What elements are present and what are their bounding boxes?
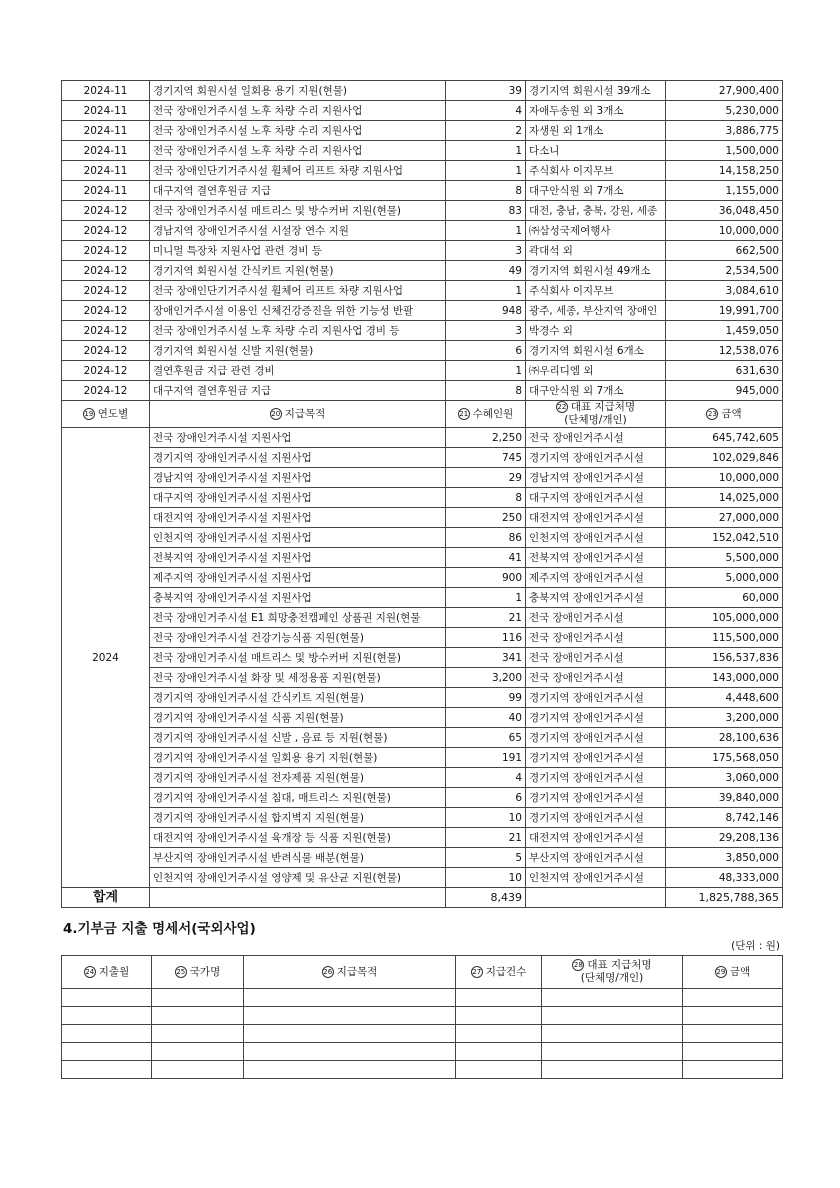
row-recipient: 제주지역 장애인거주시설 <box>526 568 666 588</box>
row-purpose: 대구지역 장애인거주시설 지원사업 <box>150 488 446 508</box>
row-count: 5 <box>446 848 526 868</box>
empty-cell <box>244 989 456 1007</box>
row-amount: 10,000,000 <box>666 221 783 241</box>
row-purpose: 경기지역 장애인거주시설 합지벽지 지원(현물) <box>150 808 446 828</box>
row-purpose: 경기지역 장애인거주시설 전자제품 지원(현물) <box>150 768 446 788</box>
row-purpose: 경기지역 장애인거주시설 간식키트 지원(현물) <box>150 688 446 708</box>
row-recipient: 전국 장애인거주시설 <box>526 608 666 628</box>
empty-cell <box>456 1025 542 1043</box>
total-amount: 1,825,788,365 <box>666 888 783 908</box>
row-purpose: 결연후원금 지급 관련 경비 <box>150 361 446 381</box>
empty-cell <box>152 1061 244 1079</box>
row-recipient: 인천지역 장애인거주시설 <box>526 868 666 888</box>
row-purpose: 경기지역 회원시설 신발 지원(현물) <box>150 341 446 361</box>
empty-cell <box>244 1025 456 1043</box>
row-purpose: 미니멀 특장차 지원사업 관련 경비 등 <box>150 241 446 261</box>
row-amount: 3,886,775 <box>666 121 783 141</box>
row-amount: 48,333,000 <box>666 868 783 888</box>
circled-number: 23 <box>707 409 717 418</box>
row-purpose: 전국 장애인거주시설 E1 희망충전캠페인 상품권 지원(현물 <box>150 608 446 628</box>
row-date: 2024-12 <box>62 241 150 261</box>
row-count: 41 <box>446 548 526 568</box>
row-recipient: 경기지역 장애인거주시설 <box>526 688 666 708</box>
table-row <box>62 488 783 508</box>
table-row <box>62 141 783 161</box>
row-amount: 1,155,000 <box>666 181 783 201</box>
table-row <box>62 508 783 528</box>
empty-cell <box>62 1043 152 1061</box>
row-purpose: 경기지역 장애인거주시설 신발 , 음료 등 지원(현물) <box>150 728 446 748</box>
row-recipient: 주식회사 이지무브 <box>526 281 666 301</box>
table-row <box>62 768 783 788</box>
row-purpose: 전북지역 장애인거주시설 지원사업 <box>150 548 446 568</box>
row-count: 2,250 <box>446 428 526 448</box>
row-count: 6 <box>446 341 526 361</box>
row-count: 99 <box>446 688 526 708</box>
row-purpose: 전국 장애인거주시설 지원사업 <box>150 428 446 448</box>
row-amount: 3,200,000 <box>666 708 783 728</box>
row-date: 2024-11 <box>62 81 150 101</box>
row-date: 2024-12 <box>62 301 150 321</box>
empty-cell <box>152 989 244 1007</box>
row-amount: 39,840,000 <box>666 788 783 808</box>
row-count: 10 <box>446 868 526 888</box>
total-label: 합계 <box>62 888 150 908</box>
row-amount: 2,534,500 <box>666 261 783 281</box>
row-date: 2024-11 <box>62 121 150 141</box>
empty-cell <box>542 1043 683 1061</box>
row-purpose: 전국 장애인거주시설 매트리스 및 방수커버 지원(현물) <box>150 201 446 221</box>
table-row <box>62 381 783 401</box>
row-amount: 14,158,250 <box>666 161 783 181</box>
row-date: 2024-11 <box>62 161 150 181</box>
row-date: 2024-12 <box>62 361 150 381</box>
empty-cell <box>542 1007 683 1025</box>
row-count: 1 <box>446 161 526 181</box>
row-count: 1 <box>446 588 526 608</box>
row-purpose: 제주지역 장애인거주시설 지원사업 <box>150 568 446 588</box>
empty-cell <box>244 1007 456 1025</box>
table-row <box>62 468 783 488</box>
row-amount: 143,000,000 <box>666 668 783 688</box>
empty-row <box>62 1043 783 1061</box>
row-purpose: 경기지역 장애인거주시설 침대, 매트리스 지원(현물) <box>150 788 446 808</box>
row-count: 948 <box>446 301 526 321</box>
row-count: 39 <box>446 81 526 101</box>
row-recipient: 박경수 외 <box>526 321 666 341</box>
row-purpose: 경기지역 장애인거주시설 지원사업 <box>150 448 446 468</box>
empty-cell <box>456 1007 542 1025</box>
row-amount: 3,060,000 <box>666 768 783 788</box>
table-row <box>62 868 783 888</box>
total-count: 8,439 <box>446 888 526 908</box>
row-count: 1 <box>446 281 526 301</box>
amount-header: 23 금액 <box>666 401 783 428</box>
table-row <box>62 668 783 688</box>
row-recipient: 경기지역 회원시설 6개소 <box>526 341 666 361</box>
row-count: 4 <box>446 768 526 788</box>
row-amount: 29,208,136 <box>666 828 783 848</box>
row-recipient: 전국 장애인거주시설 <box>526 648 666 668</box>
circled-number: 24 <box>85 967 95 976</box>
row-amount: 631,630 <box>666 361 783 381</box>
total-row <box>62 888 783 908</box>
row-recipient: 다소니 <box>526 141 666 161</box>
row-recipient: 부산지역 장애인거주시설 <box>526 848 666 868</box>
table-row <box>62 688 783 708</box>
table-row <box>62 241 783 261</box>
foreign-header-row <box>62 956 783 989</box>
circled-number: 19 <box>84 409 94 418</box>
table-row <box>62 848 783 868</box>
row-purpose: 대구지역 결연후원금 지급 <box>150 381 446 401</box>
empty-cell <box>62 989 152 1007</box>
row-recipient: 대전지역 장애인거주시설 <box>526 508 666 528</box>
row-count: 745 <box>446 448 526 468</box>
row-count: 250 <box>446 508 526 528</box>
row-recipient: 경기지역 회원시설 49개소 <box>526 261 666 281</box>
empty-cell <box>542 1025 683 1043</box>
row-purpose: 대전지역 장애인거주시설 육개장 등 식품 지원(현물) <box>150 828 446 848</box>
row-count: 191 <box>446 748 526 768</box>
empty-cell <box>152 1025 244 1043</box>
row-amount: 12,538,076 <box>666 341 783 361</box>
empty-row <box>62 1061 783 1079</box>
row-recipient: 전국 장애인거주시설 <box>526 628 666 648</box>
empty-cell <box>456 989 542 1007</box>
total-recipient-empty <box>526 888 666 908</box>
row-count: 10 <box>446 808 526 828</box>
purpose-header: 20 지급목적 <box>150 401 446 428</box>
row-amount: 19,991,700 <box>666 301 783 321</box>
row-amount: 5,230,000 <box>666 101 783 121</box>
table-row <box>62 788 783 808</box>
row-recipient: 대전지역 장애인거주시설 <box>526 828 666 848</box>
empty-row <box>62 1007 783 1025</box>
row-purpose: 전국 장애인거주시설 건강기능식품 지원(현물) <box>150 628 446 648</box>
row-purpose: 대구지역 결연후원금 지급 <box>150 181 446 201</box>
row-count: 116 <box>446 628 526 648</box>
row-count: 3 <box>446 241 526 261</box>
circled-number: 26 <box>323 967 333 976</box>
country-header: 25 국가명 <box>152 956 244 989</box>
row-amount: 645,742,605 <box>666 428 783 448</box>
row-purpose: 부산지역 장애인거주시설 반려식물 배분(현물) <box>150 848 446 868</box>
row-purpose: 인천지역 장애인거주시설 지원사업 <box>150 528 446 548</box>
row-recipient: 대전, 충남, 충북, 강원, 세종 <box>526 201 666 221</box>
table-row <box>62 528 783 548</box>
table-row <box>62 428 783 448</box>
amount-header: 29 금액 <box>683 956 783 989</box>
empty-cell <box>62 1061 152 1079</box>
purpose-header: 26 지급목적 <box>244 956 456 989</box>
table-row <box>62 281 783 301</box>
row-recipient: 자애두송원 외 3개소 <box>526 101 666 121</box>
row-amount: 5,000,000 <box>666 568 783 588</box>
table-row <box>62 221 783 241</box>
row-count: 8 <box>446 181 526 201</box>
section-title: 4.기부금 지출 명세서(국외사업) <box>63 921 256 937</box>
row-purpose: 전국 장애인거주시설 노후 차량 수리 지원사업 <box>150 101 446 121</box>
donation-expenditure-table <box>61 80 783 908</box>
empty-cell <box>542 1061 683 1079</box>
row-recipient: ㈜삼성국제여행사 <box>526 221 666 241</box>
table-row <box>62 361 783 381</box>
row-count: 21 <box>446 608 526 628</box>
table-row <box>62 568 783 588</box>
row-amount: 1,459,050 <box>666 321 783 341</box>
row-amount: 5,500,000 <box>666 548 783 568</box>
row-count: 3 <box>446 321 526 341</box>
row-amount: 60,000 <box>666 588 783 608</box>
row-recipient: ㈜우리디엠 외 <box>526 361 666 381</box>
count-header: 27 지급건수 <box>456 956 542 989</box>
circled-number: 22 <box>557 403 567 411</box>
row-count: 49 <box>446 261 526 281</box>
year-header: 19 연도별 <box>62 401 150 428</box>
empty-cell <box>62 1007 152 1025</box>
table-row <box>62 588 783 608</box>
recipient-header: 22 대표 지급처명 (단체명/개인) <box>526 401 666 428</box>
row-purpose: 충북지역 장애인거주시설 지원사업 <box>150 588 446 608</box>
row-purpose: 장애인거주시설 이용인 신체건강증진을 위한 기능성 반팔 <box>150 301 446 321</box>
row-date: 2024-12 <box>62 341 150 361</box>
row-recipient: 경기지역 장애인거주시설 <box>526 728 666 748</box>
yearly-header-row <box>62 401 783 428</box>
row-amount: 10,000,000 <box>666 468 783 488</box>
row-amount: 102,029,846 <box>666 448 783 468</box>
table-row <box>62 301 783 321</box>
row-recipient: 주식회사 이지무브 <box>526 161 666 181</box>
row-recipient: 경기지역 장애인거주시설 <box>526 448 666 468</box>
circled-number: 29 <box>716 967 726 976</box>
table-row <box>62 828 783 848</box>
row-amount: 3,084,610 <box>666 281 783 301</box>
row-recipient: 전북지역 장애인거주시설 <box>526 548 666 568</box>
circled-number: 27 <box>472 967 482 976</box>
row-date: 2024-12 <box>62 381 150 401</box>
row-count: 1 <box>446 221 526 241</box>
row-recipient: 경기지역 장애인거주시설 <box>526 768 666 788</box>
row-purpose: 전국 장애인거주시설 매트리스 및 방수커버 지원(현물) <box>150 648 446 668</box>
row-amount: 156,537,836 <box>666 648 783 668</box>
table-row <box>62 648 783 668</box>
row-purpose: 인천지역 장애인거주시설 영양제 및 유산균 지원(현물) <box>150 868 446 888</box>
table-row <box>62 261 783 281</box>
row-amount: 105,000,000 <box>666 608 783 628</box>
row-recipient: 전국 장애인거주시설 <box>526 668 666 688</box>
row-amount: 4,448,600 <box>666 688 783 708</box>
table-row <box>62 628 783 648</box>
row-purpose: 전국 장애인단기거주시설 휠체어 리프트 차량 지원사업 <box>150 161 446 181</box>
table-row <box>62 121 783 141</box>
empty-cell <box>244 1061 456 1079</box>
row-recipient: 자생원 외 1개소 <box>526 121 666 141</box>
row-count: 341 <box>446 648 526 668</box>
table-row <box>62 708 783 728</box>
table-row <box>62 161 783 181</box>
table-row <box>62 548 783 568</box>
row-amount: 662,500 <box>666 241 783 261</box>
empty-row <box>62 1025 783 1043</box>
unit-label: (단위 : 원) <box>731 940 780 952</box>
empty-cell <box>456 1061 542 1079</box>
row-date: 2024-11 <box>62 101 150 121</box>
row-date: 2024-12 <box>62 261 150 281</box>
empty-row <box>62 989 783 1007</box>
row-amount: 175,568,050 <box>666 748 783 768</box>
empty-cell <box>152 1007 244 1025</box>
row-recipient: 경기지역 장애인거주시설 <box>526 708 666 728</box>
empty-cell <box>683 1061 783 1079</box>
row-count: 86 <box>446 528 526 548</box>
row-amount: 152,042,510 <box>666 528 783 548</box>
circled-number: 28 <box>573 961 583 969</box>
row-count: 3,200 <box>446 668 526 688</box>
row-date: 2024-12 <box>62 221 150 241</box>
row-count: 21 <box>446 828 526 848</box>
row-date: 2024-11 <box>62 181 150 201</box>
table-row <box>62 608 783 628</box>
row-amount: 28,100,636 <box>666 728 783 748</box>
table-row <box>62 201 783 221</box>
row-purpose: 전국 장애인단기거주시설 휠체어 리프트 차량 지원사업 <box>150 281 446 301</box>
row-count: 8 <box>446 488 526 508</box>
row-count: 65 <box>446 728 526 748</box>
row-amount: 27,000,000 <box>666 508 783 528</box>
row-date: 2024-12 <box>62 321 150 341</box>
row-recipient: 경기지역 장애인거주시설 <box>526 808 666 828</box>
row-purpose: 경남지역 장애인거주시설 지원사업 <box>150 468 446 488</box>
row-amount: 8,742,146 <box>666 808 783 828</box>
row-recipient: 충북지역 장애인거주시설 <box>526 588 666 608</box>
empty-cell <box>244 1043 456 1061</box>
row-count: 1 <box>446 361 526 381</box>
empty-cell <box>542 989 683 1007</box>
row-purpose: 경기지역 회원시설 일회용 용기 지원(현물) <box>150 81 446 101</box>
table-row <box>62 808 783 828</box>
row-count: 900 <box>446 568 526 588</box>
table-row <box>62 728 783 748</box>
row-purpose: 전국 장애인거주시설 노후 차량 수리 지원사업 <box>150 121 446 141</box>
row-count: 8 <box>446 381 526 401</box>
row-purpose: 대전지역 장애인거주시설 지원사업 <box>150 508 446 528</box>
circled-number: 25 <box>176 967 186 976</box>
row-purpose: 경기지역 장애인거주시설 식품 지원(현물) <box>150 708 446 728</box>
row-amount: 14,025,000 <box>666 488 783 508</box>
row-date: 2024-12 <box>62 281 150 301</box>
row-purpose: 경남지역 장애인거주시설 시설장 연수 지원 <box>150 221 446 241</box>
row-purpose: 경기지역 회원시설 간식키트 지원(현물) <box>150 261 446 281</box>
empty-cell <box>683 1025 783 1043</box>
row-count: 6 <box>446 788 526 808</box>
row-purpose: 전국 장애인거주시설 화장 및 세정용품 지원(현물) <box>150 668 446 688</box>
row-recipient: 경기지역 장애인거주시설 <box>526 748 666 768</box>
total-purpose-empty <box>150 888 446 908</box>
row-date: 2024-12 <box>62 201 150 221</box>
row-recipient: 곽대석 외 <box>526 241 666 261</box>
table-row <box>62 748 783 768</box>
row-recipient: 경남지역 장애인거주시설 <box>526 468 666 488</box>
empty-cell <box>456 1043 542 1061</box>
row-recipient: 인천지역 장애인거주시설 <box>526 528 666 548</box>
row-amount: 115,500,000 <box>666 628 783 648</box>
row-amount: 27,900,400 <box>666 81 783 101</box>
empty-cell <box>683 989 783 1007</box>
circled-number: 21 <box>459 409 469 418</box>
row-recipient: 대구안식원 외 7개소 <box>526 181 666 201</box>
row-count: 29 <box>446 468 526 488</box>
foreign-expenditure-table <box>61 955 783 1079</box>
row-count: 1 <box>446 141 526 161</box>
row-amount: 3,850,000 <box>666 848 783 868</box>
row-purpose: 경기지역 장애인거주시설 일회용 용기 지원(현물) <box>150 748 446 768</box>
table-row <box>62 81 783 101</box>
row-recipient: 경기지역 회원시설 39개소 <box>526 81 666 101</box>
row-purpose: 전국 장애인거주시설 노후 차량 수리 지원사업 경비 등 <box>150 321 446 341</box>
empty-cell <box>683 1043 783 1061</box>
table-row <box>62 341 783 361</box>
row-count: 40 <box>446 708 526 728</box>
table-row <box>62 448 783 468</box>
empty-cell <box>152 1043 244 1061</box>
empty-cell <box>62 1025 152 1043</box>
row-purpose: 전국 장애인거주시설 노후 차량 수리 지원사업 <box>150 141 446 161</box>
row-amount: 945,000 <box>666 381 783 401</box>
row-amount: 1,500,000 <box>666 141 783 161</box>
table-row <box>62 321 783 341</box>
table-row <box>62 181 783 201</box>
recipient-header: 28 대표 지급처명 (단체명/개인) <box>542 956 683 989</box>
row-count: 83 <box>446 201 526 221</box>
count-header: 21 수혜인원 <box>446 401 526 428</box>
row-count: 4 <box>446 101 526 121</box>
circled-number: 20 <box>271 409 281 418</box>
row-count: 2 <box>446 121 526 141</box>
row-recipient: 대구지역 장애인거주시설 <box>526 488 666 508</box>
row-date: 2024-11 <box>62 141 150 161</box>
row-recipient: 전국 장애인거주시설 <box>526 428 666 448</box>
table-row <box>62 101 783 121</box>
empty-cell <box>683 1007 783 1025</box>
year-cell: 2024 <box>62 428 150 888</box>
row-recipient: 광주, 세종, 부산지역 장애인 <box>526 301 666 321</box>
month-header: 24 지출월 <box>62 956 152 989</box>
row-amount: 36,048,450 <box>666 201 783 221</box>
row-recipient: 경기지역 장애인거주시설 <box>526 788 666 808</box>
row-recipient: 대구안식원 외 7개소 <box>526 381 666 401</box>
